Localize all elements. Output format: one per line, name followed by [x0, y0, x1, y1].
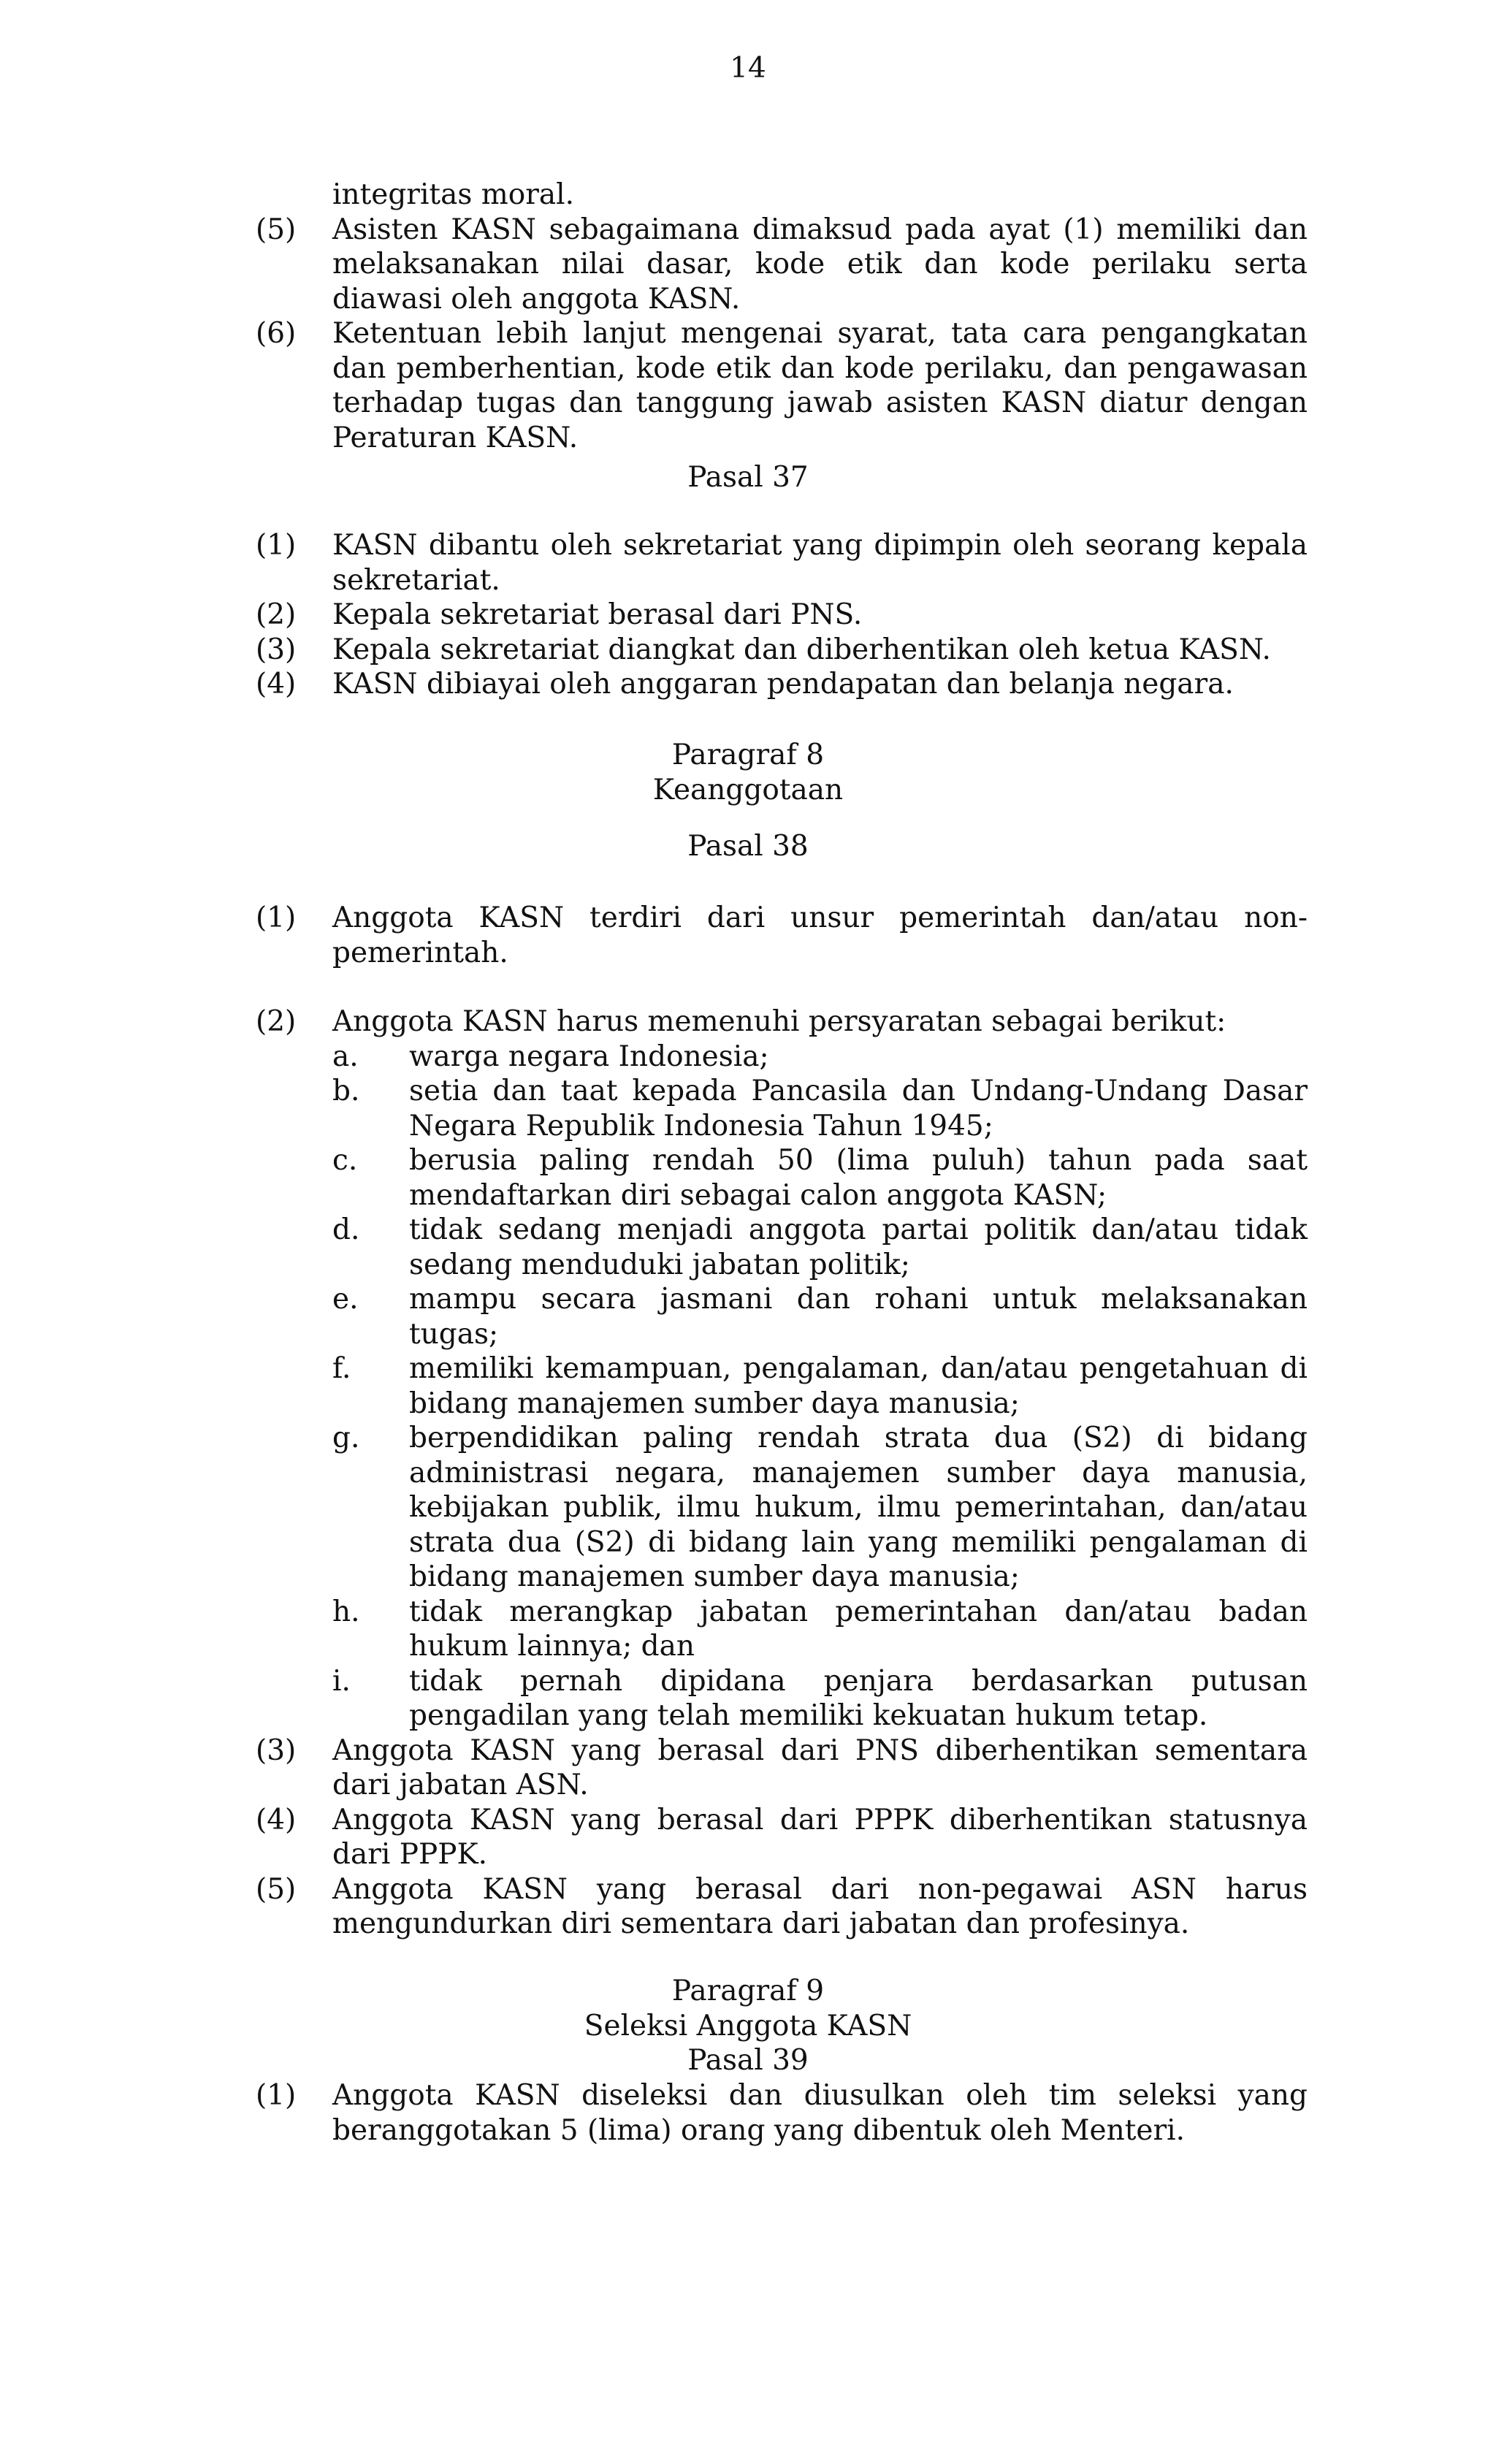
continuation-text: integritas moral.: [332, 178, 574, 211]
sub-letter: f.: [332, 1352, 351, 1385]
sub-item: [256, 1595, 1308, 1664]
sub-text: tidak sedang menjadi anggota partai politik dan/atau tidak sedang menduduki jabatan politik;: [409, 1213, 1308, 1281]
pasal-37-heading: Pasal 37: [687, 461, 809, 494]
sub-item: [256, 1351, 1308, 1421]
sub-letter: e.: [332, 1283, 359, 1316]
sub-text: tidak merangkap jabatan pemerintahan dan/atau badan hukum lainnya; dan: [409, 1595, 1308, 1663]
sub-item: [256, 1664, 1308, 1733]
sub-letter: h.: [332, 1595, 360, 1628]
item-number: (1): [256, 901, 297, 934]
list-item: [256, 1733, 1308, 1803]
item-number: (5): [256, 1872, 297, 1906]
item-text: Anggota KASN yang berasal dari non-pegawai ASN harus mengundurkan diri sementara dari jabatan dan profesinya.: [332, 1872, 1308, 1940]
item-text: Kepala sekretariat diangkat dan diberhentikan oleh ketua KASN.: [332, 633, 1271, 666]
pasal-38-rest: [256, 1004, 1308, 1942]
sub-item: [256, 1040, 1308, 1075]
sub-text: mampu secara jasmani dan rohani untuk melaksanakan tugas;: [409, 1283, 1308, 1351]
item-text: Anggota KASN terdiri dari unsur pemerintah dan/atau non-pemerintah.: [332, 901, 1308, 969]
list-item: [256, 1803, 1308, 1872]
pasal-38-item-1: [256, 901, 1308, 970]
paragraf-8-subheading: Keanggotaan: [652, 774, 844, 806]
item-number: (6): [256, 317, 297, 350]
list-item: [256, 2078, 1308, 2148]
sub-letter: b.: [332, 1075, 360, 1107]
item-number: (5): [256, 213, 297, 246]
sub-letter: c.: [332, 1144, 358, 1177]
sub-letter: a.: [332, 1040, 359, 1073]
item-number: (4): [256, 668, 297, 701]
list-item: [256, 528, 1308, 598]
page-number: 14: [730, 52, 766, 85]
item-text: Anggota KASN yang berasal dari PPPK diberhentikan statusnya dari PPPK.: [332, 1803, 1308, 1871]
item-text: Kepala sekretariat berasal dari PNS.: [332, 598, 863, 631]
sub-text: berusia paling rendah 50 (lima puluh) tahun pada saat mendaftarkan diri sebagai calon anggota KASN;: [409, 1144, 1308, 1212]
item-text: Ketentuan lebih lanjut mengenai syarat, tata cara pengangkatan dan pemberhentian, kode etik dan kode perilaku, dan pengawasan terhadap tugas dan tanggung jawab asisten KASN diatur dengan Peraturan KASN.: [332, 317, 1308, 454]
item-number: (3): [256, 1733, 297, 1767]
list-item: [256, 633, 1308, 668]
list-item: [256, 901, 1308, 970]
sub-text: berpendidikan paling rendah strata dua (S2) di bidang administrasi negara, manajemen sumber daya manusia, kebijakan publik, ilmu hukum, ilmu pemerintahan, dan/atau strata dua (S2) di bidang lain yang memiliki pengalaman di bidang manajemen sumber daya manusia;: [409, 1422, 1308, 1593]
top-section: [256, 178, 1308, 455]
pasal-39-section: [256, 2078, 1308, 2148]
sub-item: [256, 1421, 1308, 1595]
paragraf-9-heading: Paragraf 9: [671, 1975, 825, 2007]
sub-text: setia dan taat kepada Pancasila dan Undang-Undang Dasar Negara Republik Indonesia Tahun 1945;: [409, 1075, 1308, 1143]
item-text: Anggota KASN diseleksi dan diusulkan oleh tim seleksi yang beranggotakan 5 (lima) orang yang dibentuk oleh Menteri.: [332, 2079, 1308, 2147]
list-item: [256, 213, 1308, 317]
paragraf-8-heading: Paragraf 8: [671, 739, 825, 771]
item-number: (2): [256, 598, 297, 631]
sub-item: [256, 1213, 1308, 1282]
pasal-38-heading: Pasal 38: [687, 830, 809, 863]
pasal-39-heading: Pasal 39: [687, 2044, 809, 2077]
item-number: (1): [256, 529, 297, 562]
item-number: (1): [256, 2079, 297, 2112]
list-item: [256, 1872, 1308, 1942]
item-text: KASN dibiayai oleh anggaran pendapatan dan belanja negara.: [332, 668, 1234, 701]
item-text: Anggota KASN yang berasal dari PNS diberhentikan sementara dari jabatan ASN.: [332, 1733, 1308, 1801]
sub-letter: d.: [332, 1213, 360, 1246]
list-item: [256, 598, 1308, 633]
sub-letter: g.: [332, 1422, 360, 1454]
list-item: [256, 316, 1308, 455]
sub-text: tidak pernah dipidana penjara berdasarkan putusan pengadilan yang telah memiliki kekuatan hukum tetap.: [409, 1664, 1308, 1732]
sub-text: warga negara Indonesia;: [409, 1040, 769, 1073]
item-text: Anggota KASN harus memenuhi persyaratan sebagai berikut:: [332, 1005, 1226, 1038]
sub-item: [256, 1074, 1308, 1143]
item-number: (3): [256, 633, 297, 666]
list-item: [256, 667, 1308, 702]
sub-item: [256, 1143, 1308, 1213]
sub-item: [256, 1282, 1308, 1351]
pasal-37-section: [256, 528, 1308, 702]
sub-text: memiliki kemampuan, pengalaman, dan/atau pengetahuan di bidang manajemen sumber daya manusia;: [409, 1352, 1308, 1420]
item-number: (4): [256, 1803, 297, 1836]
item-text: Asisten KASN sebagaimana dimaksud pada ayat (1) memiliki dan melaksanakan nilai dasar, kode etik dan kode perilaku serta diawasi oleh anggota KASN.: [332, 213, 1308, 316]
item-text: KASN dibantu oleh sekretariat yang dipimpin oleh seorang kepala sekretariat.: [332, 529, 1308, 597]
paragraf-9-subheading: Seleksi Anggota KASN: [584, 2010, 912, 2042]
item-number: (2): [256, 1005, 297, 1038]
sub-letter: i.: [332, 1664, 351, 1698]
list-item: [256, 1004, 1308, 1040]
